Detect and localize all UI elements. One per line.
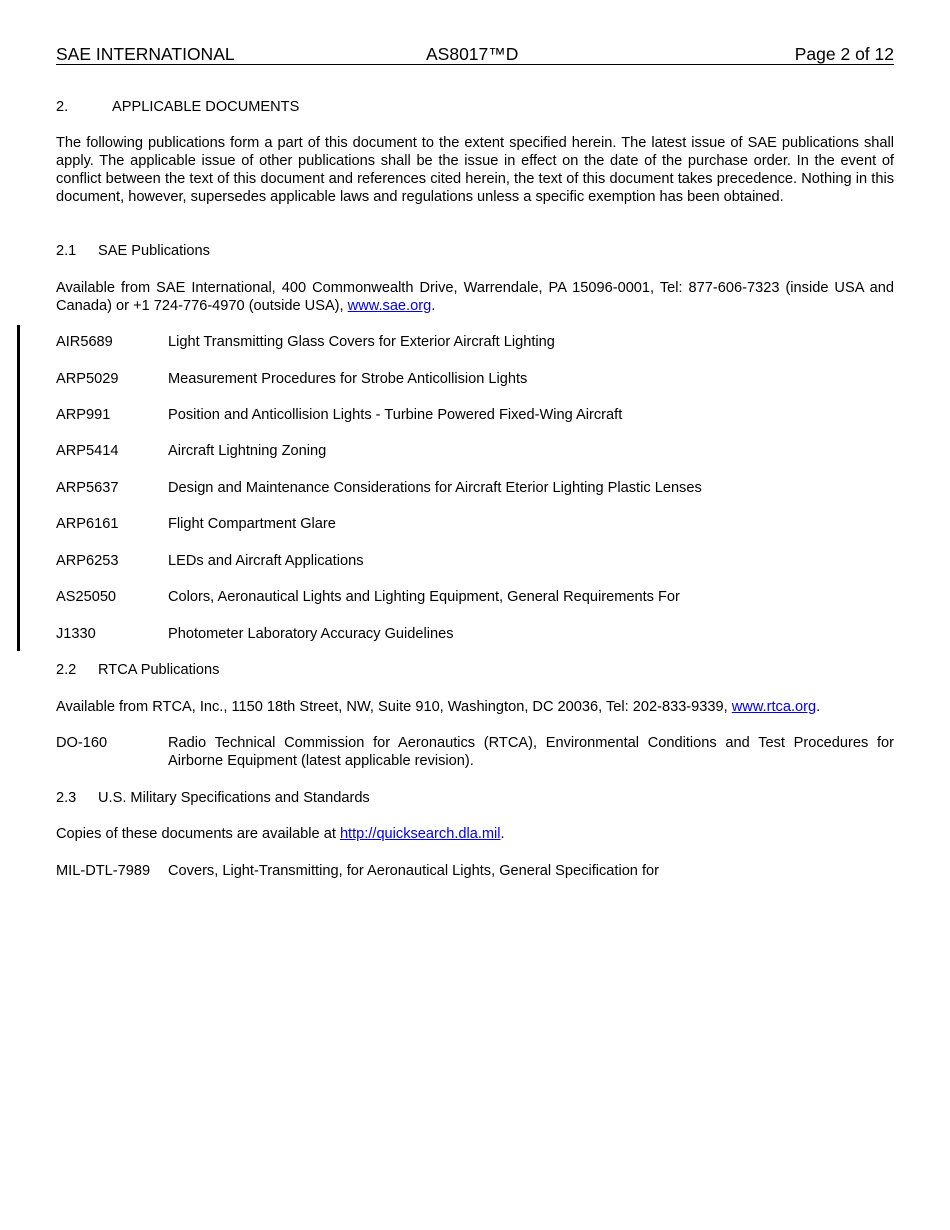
reference-code: ARP6253 — [56, 553, 119, 569]
reference-code: DO-160 — [56, 735, 108, 751]
reference-code: AS25050 — [56, 589, 117, 605]
section-title: APPLICABLE DOCUMENTS — [112, 99, 300, 115]
reference-title: Light Transmitting Glass Covers for Exterior Aircraft Lighting — [168, 334, 555, 350]
rtca-link[interactable]: www.rtca.org — [731, 699, 817, 715]
subsection-2-3-heading — [56, 789, 370, 807]
reference-code: MIL-DTL-7989 — [56, 863, 151, 879]
reference-code: ARP5029 — [56, 371, 119, 387]
header-page-number: Page 2 of 12 — [794, 44, 894, 64]
sae-link[interactable]: www.sae.org — [347, 298, 432, 314]
subsection-number: 2.2 — [56, 662, 77, 678]
reference-title: Colors, Aeronautical Lights and Lighting Equipment, General Requirements For — [168, 589, 680, 605]
section-number: 2. — [56, 99, 69, 115]
dla-link[interactable]: http://quicksearch.dla.mil — [339, 826, 501, 842]
subsection-number: 2.1 — [56, 243, 77, 259]
reference-title: Radio Technical Commission for Aeronautics (RTCA), Environmental Conditions and Test Procedures for Airborne Equipment (latest applicable revision). — [168, 735, 894, 769]
reference-title: Aircraft Lightning Zoning — [168, 443, 327, 459]
subsection-title: RTCA Publications — [98, 662, 220, 678]
military-availability — [56, 825, 505, 843]
subsection-title: U.S. Military Specifications and Standards — [98, 790, 370, 806]
reference-code: ARP991 — [56, 407, 111, 423]
reference-title: Flight Compartment Glare — [168, 516, 336, 532]
subsection-2-1-heading — [56, 242, 210, 260]
rtca-availability — [56, 698, 894, 716]
section-2-heading — [56, 98, 299, 116]
header-doc-id: AS8017™D — [426, 44, 519, 64]
subsection-title: SAE Publications — [98, 243, 210, 259]
subsection-2-2-heading — [56, 661, 219, 679]
reference-title: LEDs and Aircraft Applications — [168, 553, 364, 569]
section-2-body: The following publications form a part of this document to the extent specified herein. The latest issue of SAE publications shall apply. The applicable issue of other publications shall be the issue in effect on the date of the purchase order. In the event of conflict between the text of this document and references cited herein, the text of this document takes precedence. Nothing in this document, however, supersedes applicable laws and regulations unless a specific exemption has been obtained. — [56, 135, 894, 205]
reference-code: J1330 — [56, 626, 96, 642]
reference-code: ARP5414 — [56, 443, 119, 459]
page-header — [56, 44, 894, 65]
reference-code: ARP5637 — [56, 480, 119, 496]
reference-title: Photometer Laboratory Accuracy Guidelines — [168, 626, 454, 642]
sae-availability-text: Available from SAE International, 400 Commonwealth Drive, Warrendale, PA 15096-0001, Tel: 877-606-7323 (inside USA and Canada) or +1 724-776-4970 (outside USA), — [56, 280, 894, 314]
subsection-number: 2.3 — [56, 790, 77, 806]
reference-code: AIR5689 — [56, 334, 113, 350]
rtca-link-suffix: . — [816, 699, 821, 715]
reference-title: Position and Anticollision Lights - Turbine Powered Fixed-Wing Aircraft — [168, 407, 623, 423]
reference-title: Measurement Procedures for Strobe Anticollision Lights — [168, 371, 528, 387]
reference-title: Covers, Light-Transmitting, for Aeronautical Lights, General Specification for — [168, 863, 660, 879]
reference-code: ARP6161 — [56, 516, 119, 532]
sae-link-suffix: . — [431, 298, 436, 314]
military-availability-text: Copies of these documents are available at — [56, 826, 340, 842]
header-org: SAE INTERNATIONAL — [56, 44, 235, 64]
reference-title: Design and Maintenance Considerations for Aircraft Eterior Lighting Plastic Lenses — [168, 480, 702, 496]
revision-change-bar — [17, 325, 20, 651]
rtca-availability-text: Available from RTCA, Inc., 1150 18th Street, NW, Suite 910, Washington, DC 20036, Tel: 202-833-9339, — [56, 699, 732, 715]
military-link-suffix: . — [500, 826, 505, 842]
sae-availability — [56, 279, 894, 315]
